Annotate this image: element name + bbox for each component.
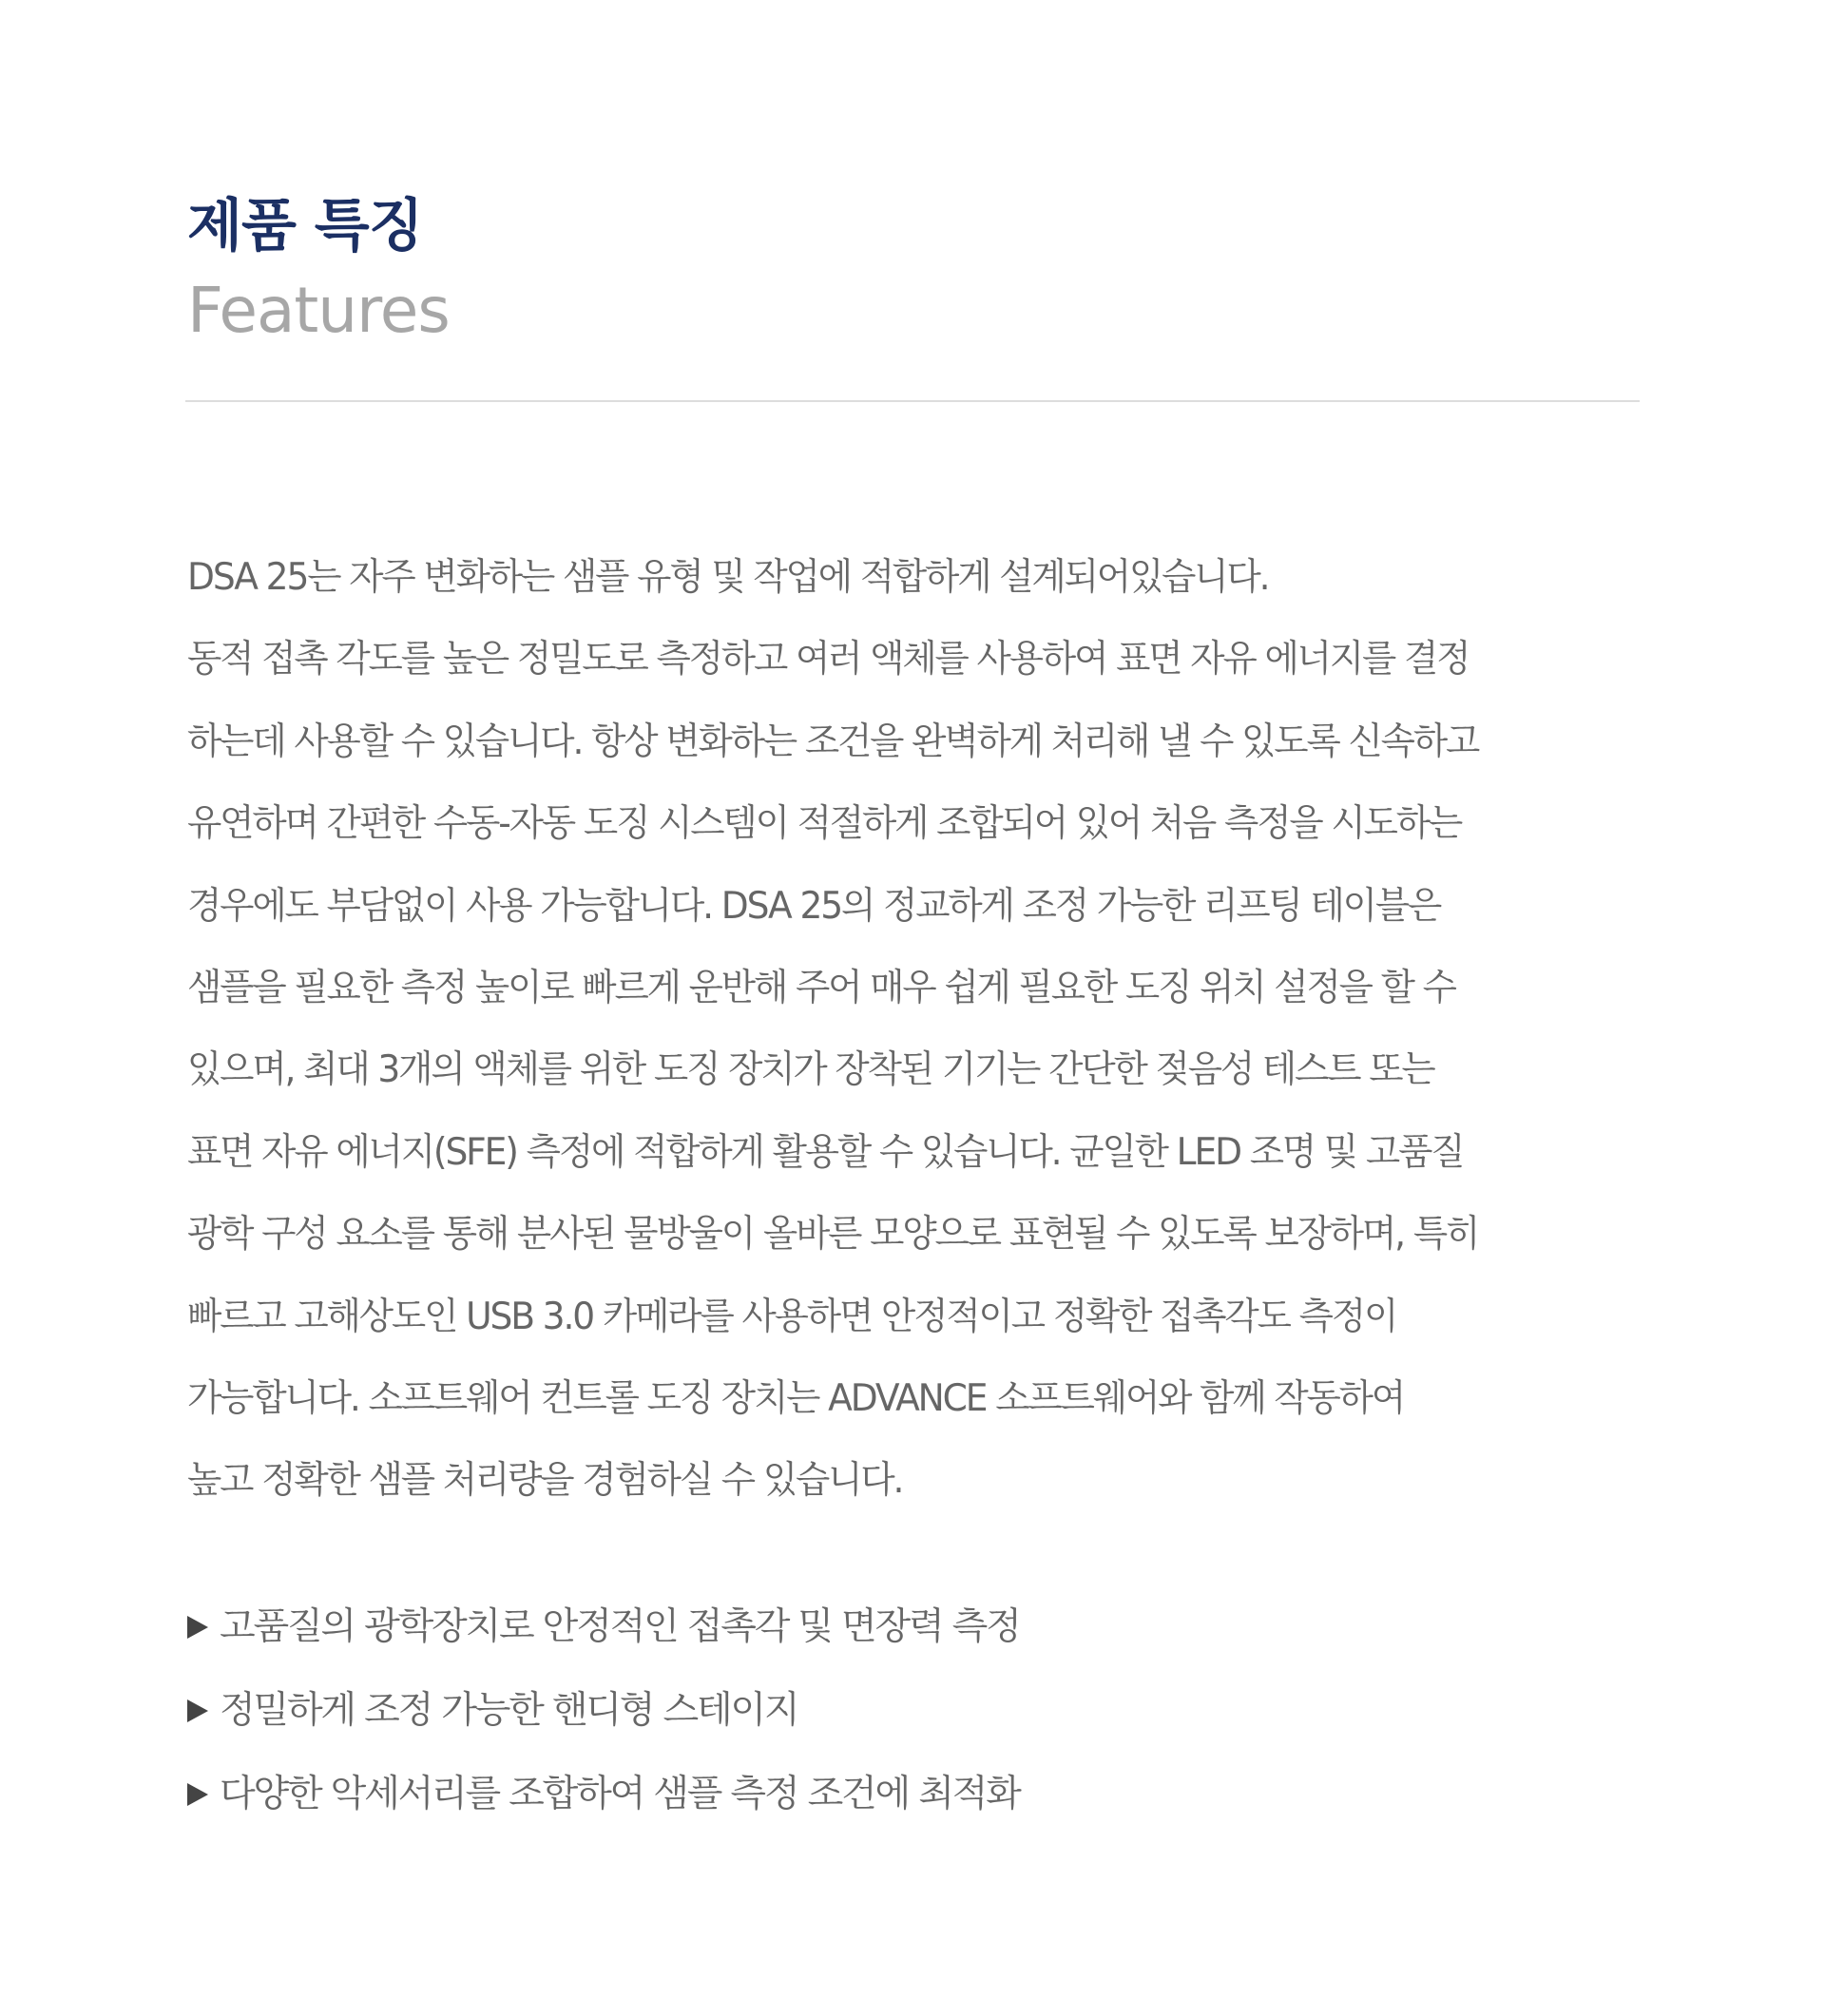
triangle-right-icon (187, 1783, 208, 1806)
triangle-right-icon (187, 1699, 208, 1722)
description-paragraph (187, 537, 1670, 1523)
feature-item (187, 1669, 1518, 1753)
section-title: 제품 특징 (187, 193, 423, 259)
description-line: 경우에도 부담없이 사용 가능합니다. DSA 25의 정교하게 조정 가능한 리프팅 테이블은 (187, 884, 1441, 928)
triangle-right-icon (187, 1616, 208, 1639)
description-line: 빠르고 고해상도인 USB 3.0 카메라를 사용하면 안정적이고 정확한 접촉각도 측정이 (187, 1295, 1397, 1338)
description-line: 높고 정확한 샘플 처리량을 경험하실 수 있습니다. (187, 1459, 903, 1503)
description-line: 광학 구성 요소를 통해 분사된 물방울이 올바른 모양으로 표현될 수 있도록 보장하며, 특히 (187, 1213, 1479, 1257)
description-line: 동적 접촉 각도를 높은 정밀도로 측정하고 여러 액체를 사용하여 표면 자유 에너지를 결정 (187, 638, 1470, 682)
feature-text: 다양한 악세서리를 조합하여 샘플 측정 조건에 최적화 (220, 1773, 1020, 1815)
description-line: 유연하며 간편한 수동-자동 도징 시스템이 적절하게 조합되어 있어 처음 측정을 시도하는 (187, 802, 1462, 846)
feature-list (187, 1585, 1518, 1836)
section-divider (185, 400, 1640, 402)
description-line: DSA 25는 자주 변화하는 샘플 유형 및 작업에 적합하게 설계되어있습니다. (187, 556, 1269, 599)
section-subtitle: Features (187, 274, 450, 347)
feature-text: 정밀하게 조정 가능한 핸디형 스테이지 (220, 1689, 798, 1732)
description-line: 있으며, 최대 3개의 액체를 위한 도징 장치가 장착된 기기는 간단한 젖음성 테스트 또는 (187, 1048, 1434, 1092)
description-line: 표면 자유 에너지(SFE) 측정에 적합하게 활용할 수 있습니다. 균일한 LED 조명 및 고품질 (187, 1130, 1464, 1174)
feature-text: 고품질의 광학장치로 안정적인 접촉각 및 면장력 측정 (220, 1605, 1020, 1648)
feature-item (187, 1753, 1518, 1836)
description-line: 샘플을 필요한 측정 높이로 빠르게 운반해 주어 매우 쉽게 필요한 도징 위치 설정을 할 수 (187, 966, 1455, 1009)
description-line: 가능합니다. 소프트웨어 컨트롤 도징 장치는 ADVANCE 소프트웨어와 함께 작동하여 (187, 1376, 1405, 1420)
description-line: 하는데 사용할 수 있습니다. 항상 변화하는 조건을 완벽하게 처리해 낼 수 있도록 신속하고 (187, 720, 1479, 763)
feature-item (187, 1585, 1518, 1669)
